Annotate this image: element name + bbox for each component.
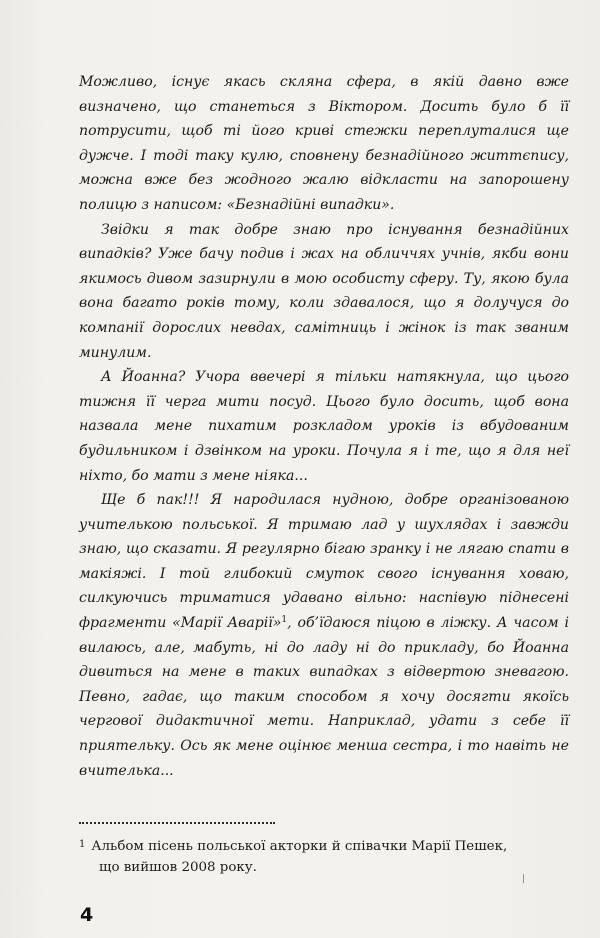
footnote-text-1: Альбом пісень польської акторки й співачки Марії Пешек, [91, 839, 508, 854]
footnote [79, 836, 569, 878]
footnote-separator [79, 822, 275, 824]
paragraph-1: Можливо, існує якась скляна сфера, в якій давно вже визначено, що станеться з Віктором. Досить було б її потрусити, щоб ті його криві стежки переплуталися ще дужче. І тоді таку кулю, сповнену безнадійного життєпису, можна вже без жодного жалю відкласти на запорошену полицю з написом: «Безнадійні випадки». [79, 74, 569, 213]
footnote-reference: 1 [281, 615, 288, 626]
paragraph-2: Звідки я так добре знаю про існування безнадійних випадків? Уже бачу подив і жах на обличчях учнів, якби вони якимось дивом зазирнули в мою особисту сферу. Ту, якою була вона багато років тому, коли здавалося, що я долучуся до компанії дорослих невдах, самітниць і жінок із так званим минулим. [79, 221, 569, 361]
print-speck [523, 874, 524, 883]
page-number: 4 [80, 904, 94, 926]
footnote-line-1 [79, 836, 569, 857]
footnote-marker: 1 [79, 839, 86, 850]
paragraph-3: А Йоанна? Учора ввечері я тільки натякнула, що цього тижня її черга мити посуд. Цього було досить, щоб вона назвала мене пихатим розкладом уроків із вбудованим будильником і дзвінком на уроки. Почула я і те, що я для неї ніхто, бо мати з мене ніяка... [79, 369, 569, 484]
paragraph-4-after-ref: , об’їдаюся піцою в ліжку. А часом і вилаюсь, але, мабуть, ні до ладу ні до прикладу, бо Йоанна дивиться на мене в таких випадках з відвертою зневагою. Певно, гадає, що таким способом я хочу досягти якоїсь чергової дидактичної мети. Наприклад, удати з себе її приятельку. Ось як мене оцінює менша сестра, і то навіть не вчителька... [79, 615, 569, 779]
main-text [79, 70, 569, 783]
paragraph-4-before-ref: Ще б пак!!! Я народилася нудною, добре організованою учителькою польської. Я тримаю лад у шухлядах і завжди знаю, що сказати. Я регулярно бігаю зранку і не лягаю спати в макіяжі. І той глибокий смуток свого існування ховаю, силкуючись триматися удавано вільно: наспівую піднесені фрагменти «Марії Аварії» [79, 492, 569, 632]
footnote-line-2: що вийшов 2008 року. [99, 860, 257, 875]
paragraph-4 [79, 488, 569, 783]
